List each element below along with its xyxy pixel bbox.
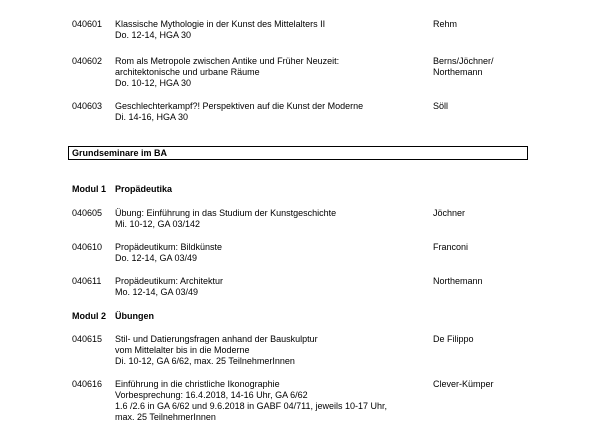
module-title: Propädeutika xyxy=(115,184,173,194)
course-teacher: De Filippo xyxy=(433,334,474,344)
course-teacher: Jöchner xyxy=(433,208,466,218)
course-number: 040615 xyxy=(72,334,103,344)
course-title: Stil- und Datierungsfragen anhand der Bauskulptur xyxy=(115,334,318,344)
course-schedule: Di. 10-12, GA 6/62, max. 25 TeilnehmerInnen xyxy=(115,356,295,366)
course-title: Propädeutikum: Architektur xyxy=(115,276,224,286)
module-number: Modul 1 xyxy=(72,184,106,194)
course-schedule: Di. 14-16, HGA 30 xyxy=(115,112,189,122)
course-number: 040605 xyxy=(72,208,103,218)
module-title: Übungen xyxy=(115,311,154,321)
course-number: 040601 xyxy=(72,19,103,29)
course-title: Geschlechterkampf?! Perspektiven auf die Kunst der Moderne xyxy=(115,101,364,111)
course-number: 040616 xyxy=(72,379,103,389)
course-teacher: Rehm xyxy=(433,19,458,29)
course-title: Einführung in die christliche Ikonographie xyxy=(115,379,280,389)
course-number: 040611 xyxy=(72,276,102,286)
course-capacity: max. 25 TeilnehmerInnen xyxy=(115,412,216,422)
course-meeting: Vorbesprechung: 16.4.2018, 14-16 Uhr, GA 6/62 xyxy=(115,390,308,400)
course-teacher: Söll xyxy=(433,101,449,111)
course-title-cont: architektonische und urbane Räume xyxy=(115,67,260,77)
module-heading xyxy=(72,311,154,322)
course-teacher: Northemann xyxy=(433,276,483,286)
course-title-cont: vom Mittelalter bis in die Moderne xyxy=(115,345,250,355)
course-teacher: Franconi xyxy=(433,242,469,252)
course-number: 040603 xyxy=(72,101,103,111)
course-dates: 1.6 /2.6 in GA 6/62 und 9.6.2018 in GABF 04/711, jeweils 10-17 Uhr, xyxy=(115,401,388,411)
course-teacher: Clever-Kümper xyxy=(433,379,494,389)
course-schedule: Do. 12-14, GA 03/49 xyxy=(115,253,198,263)
course-title: Rom als Metropole zwischen Antike und Früher Neuzeit: xyxy=(115,56,340,66)
course-schedule: Mi. 10-12, GA 03/142 xyxy=(115,219,201,229)
course-title: Propädeutikum: Bildkünste xyxy=(115,242,223,252)
module-number: Modul 2 xyxy=(72,311,106,321)
module-heading xyxy=(72,184,172,195)
course-teacher: Berns/Jöchner/ xyxy=(433,56,494,66)
section-header: Grundseminare im BA xyxy=(68,146,528,160)
course-number: 040602 xyxy=(72,56,103,66)
course-schedule: Mo. 12-14, GA 03/49 xyxy=(115,287,199,297)
course-title: Klassische Mythologie in der Kunst des Mittelalters II xyxy=(115,19,326,29)
course-schedule: Do. 12-14, HGA 30 xyxy=(115,30,192,40)
course-number: 040610 xyxy=(72,242,103,252)
course-teacher-cont: Northemann xyxy=(433,67,483,77)
course-schedule: Do. 10-12, HGA 30 xyxy=(115,78,192,88)
course-title: Übung: Einführung in das Studium der Kunstgeschichte xyxy=(115,208,337,218)
